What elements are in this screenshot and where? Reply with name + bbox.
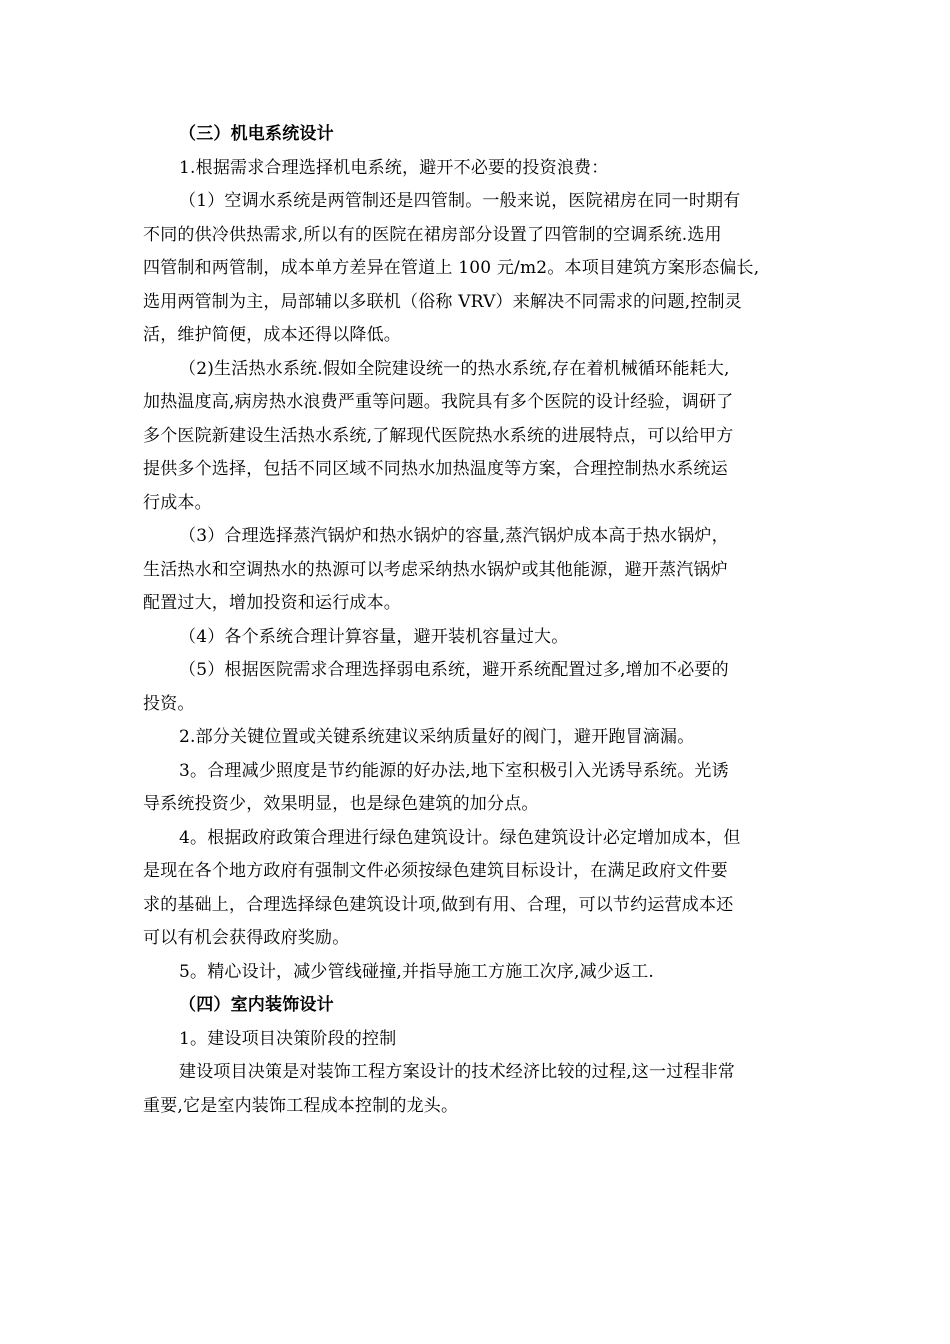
section-heading: （三）机电系统设计 (179, 124, 334, 144)
text-line: 加热温度高,病房热水浪费严重等问题。我院具有多个医院的设计经验，调研了 (143, 392, 734, 412)
text-line: 配置过大，增加投资和运行成本。 (143, 593, 401, 613)
text-line: 活，维护简便，成本还得以降低。 (143, 325, 401, 345)
text-line: 1。建设项目决策阶段的控制 (179, 1028, 397, 1049)
text-line: （3）合理选择蒸汽锅炉和热水锅炉的容量,蒸汽锅炉成本高于热水锅炉， (179, 526, 729, 546)
text-line: 4。根据政府政策合理进行绿色建筑设计。绿色建筑设计必定增加成本，但 (179, 827, 741, 848)
text-line: （4）各个系统合理计算容量，避开装机容量过大。 (179, 626, 569, 647)
text-line: （2)生活热水系统.假如全院建设统一的热水系统,存在着机械循环能耗大, (179, 358, 730, 379)
text-line: 可以有机会获得政府奖励。 (143, 928, 350, 948)
text-line: 提供多个选择，包括不同区域不同热水加热温度等方案，合理控制热水系统运 (143, 459, 728, 479)
text-line: 选用两管制为主，局部辅以多联机（俗称 VRV）来解决不同需求的问题,控制灵 (143, 291, 742, 312)
text-line: （5）根据医院需求合理选择弱电系统，避开系统配置过多,增加不必要的 (179, 660, 729, 680)
section-heading: （四）室内装饰设计 (179, 995, 334, 1015)
text-line: 2.部分关键位置或关键系统建议采纳质量好的阀门，避开跑冒滴漏。 (179, 727, 695, 747)
text-line: 多个医院新建设生活热水系统,了解现代医院热水系统的进展特点，可以给甲方 (143, 425, 734, 446)
text-line: 5。精心设计，减少管线碰撞,并指导施工方施工次序,减少返工. (179, 961, 655, 982)
text-line: （1）空调水系统是两管制还是四管制。一般来说，医院裙房在同一时期有 (179, 191, 741, 211)
text-line: 导系统投资少，效果明显，也是绿色建筑的加分点。 (143, 794, 539, 814)
text-line: 不同的供冷供热需求,所以有的医院在裙房部分设置了四管制的空调系统.选用 (143, 224, 722, 245)
text-line: 3。合理减少照度是节约能源的好办法,地下室积极引入光诱导系统。光诱 (179, 760, 729, 781)
text-line: 是现在各个地方政府有强制文件必须按绿色建筑目标设计，在满足政府文件要 (143, 861, 728, 881)
text-line: 投资。 (143, 693, 195, 714)
text-line: 1.根据需求合理选择机电系统，避开不必要的投资浪费： (179, 157, 609, 178)
text-line: 求的基础上，合理选择绿色建筑设计项,做到有用、合理，可以节约运营成本还 (143, 894, 734, 915)
document-body (143, 118, 808, 1123)
text-line: 行成本。 (143, 492, 212, 513)
text-line: 重要,它是室内装饰工程成本控制的龙头。 (143, 1095, 459, 1116)
text-line: 四管制和两管制，成本单方差异在管道上 100 元/m2。本项目建筑方案形态偏长, (143, 258, 760, 278)
text-line: 生活热水和空调热水的热源可以考虑采纳热水锅炉或其他能源，避开蒸汽锅炉 (143, 559, 728, 580)
text-line: 建设项目决策是对装饰工程方案设计的技术经济比较的过程,这一过程非常 (179, 1062, 736, 1082)
